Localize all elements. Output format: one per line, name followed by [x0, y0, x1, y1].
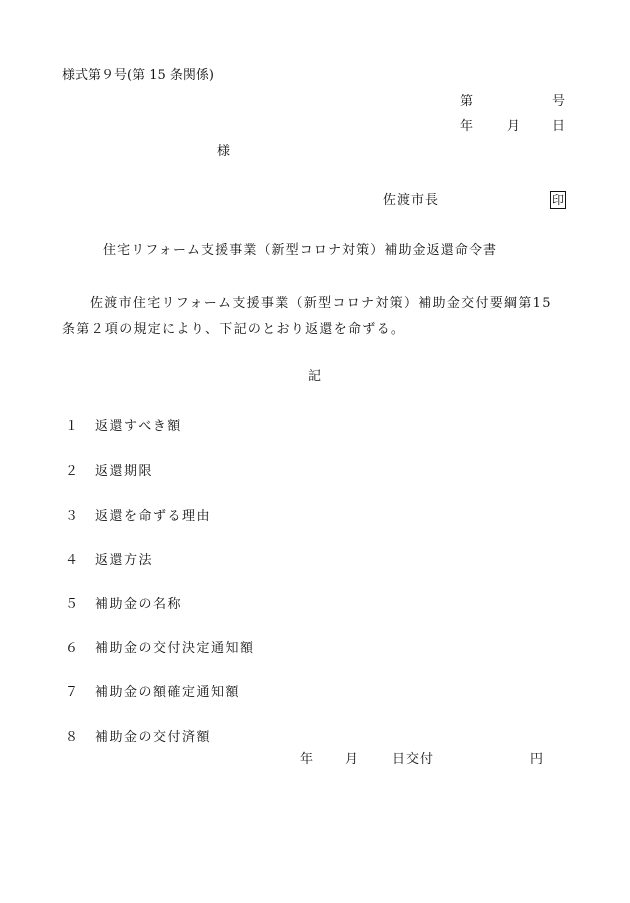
item-label: 補助金の名称 [95, 597, 183, 612]
date-month: 月 [507, 119, 521, 134]
item-number: ４ [65, 553, 79, 568]
payment-yen: 円 [530, 752, 544, 767]
item-label: 返還を命ずる理由 [95, 509, 212, 524]
addressee-suffix: 様 [217, 144, 231, 159]
item-number: ２ [65, 464, 79, 479]
date-year: 年 [460, 119, 474, 134]
item-label: 返還期限 [95, 464, 154, 479]
payment-month: 月 [345, 752, 359, 767]
payment-year: 年 [300, 752, 314, 767]
item-label: 返還方法 [95, 553, 154, 568]
item-number: ３ [65, 509, 79, 524]
issuer-name: 佐渡市長 [383, 193, 440, 208]
body-paragraph: 佐渡市住宅リフォーム支援事業（新型コロナ対策）補助金交付要綱第15 条第２項の規定により、下記のとおり返還を命ずる。 [62, 296, 552, 337]
item-number: ５ [65, 597, 79, 612]
document-number-prefix: 第 [460, 94, 474, 109]
item-number: ８ [65, 730, 79, 745]
document-title: 住宅リフォーム支援事業（新型コロナ対策）補助金返還命令書 [103, 243, 498, 258]
item-number: １ [65, 419, 79, 434]
item-number: ７ [65, 685, 79, 700]
form-number: 様式第９号(第 15 条関係) [62, 68, 214, 83]
date-day: 日 [552, 119, 566, 134]
document-number-suffix: 号 [552, 94, 566, 109]
payment-day-issued: 日交付 [392, 752, 435, 767]
seal-stamp: 印 [552, 193, 565, 207]
item-label: 返還すべき額 [95, 419, 182, 434]
item-label: 補助金の交付決定通知額 [95, 641, 255, 656]
ki-heading: 記 [308, 369, 322, 384]
item-number: ６ [65, 641, 79, 656]
item-label: 補助金の交付済額 [95, 730, 212, 745]
item-label: 補助金の額確定通知額 [95, 685, 241, 700]
